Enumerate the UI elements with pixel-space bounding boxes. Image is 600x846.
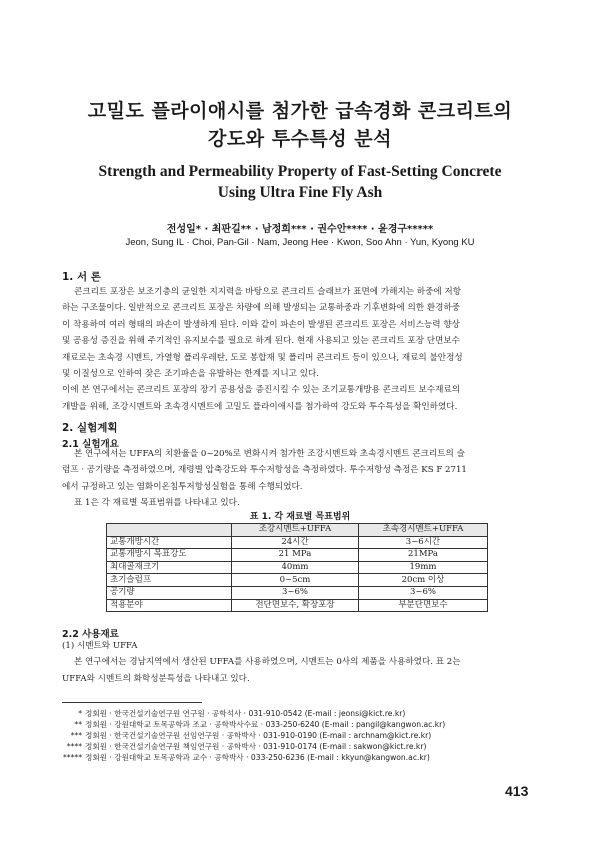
- paper-title-korean-line-1: 고밀도 플라이애시를 첨가한 급속경화 콘크리트의: [87, 100, 513, 122]
- table-cell: 교통개방시간: [107, 536, 232, 549]
- table-header-cell: 초속경시멘트+UFFA: [358, 524, 487, 537]
- subsection-2-2-body: [62, 638, 548, 687]
- materials-target-table: [106, 523, 488, 612]
- text-line: UFFA와 시멘트의 화학성분특성을 나타내고 있다.: [62, 673, 250, 684]
- authors-korean: 전성일* · 최판길** · 남정희*** · 권수안**** · 윤경구*****: [166, 224, 434, 235]
- table-cell: 21MPa: [358, 549, 487, 562]
- text-line: 이에 본 연구에서는 콘크리트 포장의 장기 공용성을 증진시킬 수 있는 조기교통개방용 콘크리트 보수재료의: [62, 385, 461, 396]
- text-line: 럼프 · 공기량을 측정하였으며, 재령별 압축강도와 투수저항성을 측정하였다. 투수저항성 측정은 KS F 2711: [62, 465, 467, 476]
- table-cell: 3~6%: [232, 586, 359, 599]
- text-line: 콘크리트 포장은 보조기층의 균일한 지지력을 바탕으로 콘크리트 슬래브가 표면에 가해지는 하중에 저항: [74, 287, 462, 297]
- table-cell: 24시간: [232, 536, 359, 549]
- table-cell: 적용분야: [107, 599, 232, 612]
- table-cell: 부분단면보수: [358, 599, 487, 612]
- text-line: 표 1은 각 재료별 목표범위를 나타내고 있다.: [74, 498, 240, 509]
- footnote-item: **** 정회원 · 한국건설기술연구원 책임연구원 · 공학박사 · 031-910-0174 (E-mail : sakwon@kict.re.kr): [66, 742, 427, 751]
- table-row: [107, 536, 488, 549]
- list-item: (1) 시멘트와 UFFA: [62, 641, 138, 651]
- table-cell: 20cm 이상: [358, 574, 487, 587]
- paper-title-english-line-1: Strength and Permeability Property of Fast-Setting Concrete: [98, 163, 502, 180]
- page-number: 413: [505, 783, 529, 799]
- section-1-body: [62, 284, 548, 415]
- subsection-2-1-body: [62, 446, 548, 512]
- table-row: [107, 586, 488, 599]
- table-cell: 3~6시간: [358, 536, 487, 549]
- text-line: 및 공용성 증진을 위해 주기적인 유지보수를 필요로 하게 된다. 현재 사용되고 있는 콘크리트 포장 단면보수: [62, 336, 460, 347]
- text-line: 본 연구에서는 경남지역에서 생산된 UFFA를 사용하였으며, 시멘트는 0사의 제품을 사용하였다. 표 2는: [74, 657, 461, 668]
- footnote-separator: [62, 702, 202, 703]
- table-cell: 초기슬럼프: [107, 574, 232, 587]
- text-line: 하는 구조물이다. 일반적으로 콘크리트 포장은 차량에 의해 발생되는 교통하중과 기후변화에 의한 환경하중: [62, 303, 461, 314]
- table-row: [107, 549, 488, 562]
- table-header-cell: 조강시멘트+UFFA: [232, 524, 359, 537]
- section-2-heading: 2. 실험계획: [62, 422, 118, 434]
- table-row: [107, 599, 488, 612]
- text-line: 개발을 위해, 조강시멘트와 초속경시멘트에 고밀도 플라이애시를 첨가하여 강도와 투수특성을 확인하였다.: [62, 401, 458, 412]
- table-row: [107, 574, 488, 587]
- text-line: 본 연구에서는 UFFA의 치환율을 0~20%로 변화시켜 첨가한 조강시멘트와 초속경시멘트 콘크리트의 슬: [74, 449, 465, 459]
- footnote-item: *** 정회원 · 한국건설기술연구원 선임연구원 · 공학박사 · 031-910-0190 (E-mail : archnam@kict.re.kr): [70, 731, 432, 740]
- table-cell: 교통개방시 목표강도: [107, 549, 232, 562]
- text-line: 이 작용하여 여러 형태의 파손이 발생하게 된다. 이와 같이 파손이 발생된 콘크리트 포장은 서비스능력 향상: [62, 319, 460, 330]
- text-line: 및 이질성으로 인하여 잦은 조기파손을 유발하는 한계를 지니고 있다.: [62, 369, 320, 380]
- section-1-heading: 1. 서 론: [62, 271, 101, 283]
- subsection-2-2-heading: 2.2 사용재료: [62, 629, 119, 640]
- table-cell: 40mm: [232, 561, 359, 574]
- footnote-item: ** 정회원 · 강원대학교 토목공학과 조교 · 공학박사수료 · 033-250-6240 (E-mail : pangil@kangwon.ac.kr): [74, 720, 446, 729]
- table-cell: 공기량: [107, 586, 232, 599]
- table-header-cell: [107, 524, 232, 537]
- table-cell: 3~6%: [358, 586, 487, 599]
- table-row: [107, 561, 488, 574]
- footnote-item: ***** 정회원 · 강원대학교 토목공학과 교수 · 공학박사 · 033-250-6236 (E-mail : kkyun@kangwon.ac.kr): [63, 753, 430, 762]
- text-line: 재료로는 초속경 시멘트, 가열형 폴리우레탄, 도로 봉합재 및 폴리머 콘크리트 등이 있으나, 재료의 불안정성: [62, 352, 463, 363]
- paper-title-english-line-2: Using Ultra Fine Fly Ash: [217, 184, 383, 201]
- footnotes: [62, 708, 445, 763]
- table-cell: 19mm: [358, 561, 487, 574]
- subsection-2-1-heading: 2.1 실험개요: [62, 439, 119, 450]
- table-header-row: [107, 524, 488, 537]
- table-1-caption: 표 1. 각 재료별 목표범위: [249, 512, 351, 522]
- footnote-item: * 정회원 · 한국건설기술연구원 연구원 · 공학석사 · 031-910-0542 (E-mail : jeonsi@kict.re.kr): [78, 709, 406, 718]
- table-cell: 전단면보수, 확장포장: [232, 599, 359, 612]
- table-cell: 21 MPa: [232, 549, 359, 562]
- paper-title-korean-line-2: 강도와 투수특성 분석: [208, 128, 392, 150]
- table-cell: 0~5cm: [232, 574, 359, 587]
- table-cell: 최대골재크기: [107, 561, 232, 574]
- text-line: 에서 규정하고 있는 염화이온침투저항성실험을 통해 수행되었다.: [62, 481, 303, 492]
- authors-english: Jeon, Sung IL · Choi, Pan-Gil · Nam, Jeong Hee · Kwon, Soo Ahn · Yun, Kyong KU: [125, 237, 475, 248]
